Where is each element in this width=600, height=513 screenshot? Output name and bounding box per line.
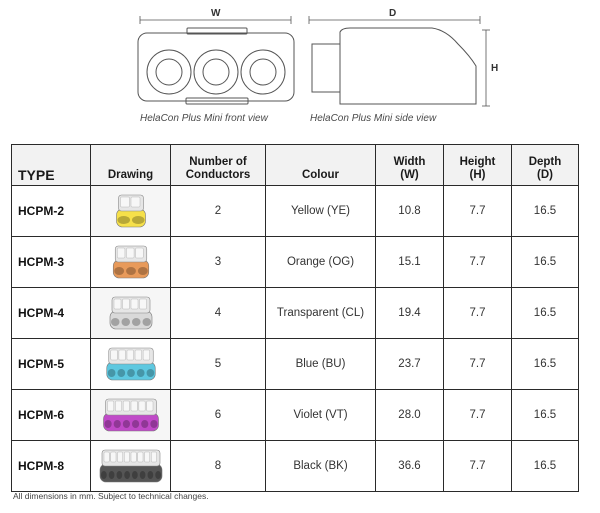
footnote: All dimensions in mm. Subject to technical changes. [13, 491, 209, 501]
conductors-cell: 5 [171, 339, 266, 390]
specification-table [11, 144, 579, 492]
drawing-cell [91, 186, 171, 237]
colour-cell: Orange (OG) [266, 237, 376, 288]
header-height [444, 145, 512, 186]
diagram-drawings [0, 0, 600, 132]
header-conductors [171, 145, 266, 186]
depth-cell: 16.5 [512, 441, 579, 492]
table-row [12, 390, 579, 441]
connector-rib [131, 299, 138, 309]
depth-cell: 16.5 [512, 339, 579, 390]
connector-rib [117, 452, 122, 462]
connector-port [122, 420, 129, 428]
connector-rib [124, 452, 129, 462]
colour-cell: Yellow (YE) [266, 186, 376, 237]
connector-rib [126, 248, 134, 258]
header-conductors-line2: Conductors [185, 169, 251, 181]
header-height-line1: Height [459, 156, 496, 168]
drawing-cell [91, 237, 171, 288]
conductors-cell: 8 [171, 441, 266, 492]
header-depth-line1: Depth [528, 156, 562, 168]
depth-cell: 16.5 [512, 288, 579, 339]
connector-rib [117, 248, 125, 258]
front-view-caption: HelaCon Plus Mini front view [140, 113, 268, 124]
side-view-drawing [312, 28, 476, 104]
drawing-cell [91, 288, 171, 339]
connector-port [111, 318, 120, 326]
height-cell: 7.7 [444, 186, 512, 237]
connector-port [137, 267, 147, 275]
colour-cell: Blue (BU) [266, 339, 376, 390]
connector-port [116, 471, 122, 479]
height-cell: 7.7 [444, 390, 512, 441]
conductors-cell: 4 [171, 288, 266, 339]
type-cell: HCPM-8 [12, 441, 91, 492]
type-cell: HCPM-4 [12, 288, 91, 339]
connector-port [155, 471, 161, 479]
colour-cell: Violet (VT) [266, 390, 376, 441]
type-cell: HCPM-3 [12, 237, 91, 288]
header-depth [512, 145, 579, 186]
connector-rib [120, 197, 129, 207]
connector-port [117, 216, 130, 224]
connector-port [127, 369, 135, 377]
height-cell: 7.7 [444, 288, 512, 339]
height-dimension-line [482, 30, 490, 106]
header-width [376, 145, 444, 186]
connector-rib [107, 401, 113, 411]
type-cell: HCPM-6 [12, 390, 91, 441]
table-row [12, 237, 579, 288]
type-cell: HCPM-5 [12, 339, 91, 390]
connector-port [132, 216, 145, 224]
connector-rib [114, 299, 121, 309]
header-conductors-line1: Number of [189, 156, 247, 168]
connector-rib [138, 401, 144, 411]
connector-port [107, 369, 115, 377]
width-cell: 15.1 [376, 237, 444, 288]
table-row [12, 441, 579, 492]
table-header-row [12, 145, 579, 186]
connector-port [101, 471, 107, 479]
connector-port [141, 420, 148, 428]
table-row [12, 186, 579, 237]
connector-image [98, 444, 164, 488]
depth-label: D [389, 8, 397, 19]
width-label: W [211, 8, 221, 19]
connector-port [150, 420, 157, 428]
height-label: H [491, 63, 499, 74]
connector-rib [131, 197, 140, 207]
connector-port [126, 267, 136, 275]
connector-image [98, 189, 164, 233]
width-cell: 23.7 [376, 339, 444, 390]
conductors-cell: 6 [171, 390, 266, 441]
width-cell: 10.8 [376, 186, 444, 237]
header-depth-line2: (D) [537, 169, 553, 181]
depth-cell: 16.5 [512, 390, 579, 441]
connector-rib [123, 401, 129, 411]
connector-port [132, 420, 139, 428]
drawing-cell [91, 339, 171, 390]
connector-rib [151, 452, 156, 462]
conductors-cell: 2 [171, 186, 266, 237]
connector-rib [115, 401, 121, 411]
height-cell: 7.7 [444, 237, 512, 288]
header-colour: Colour [266, 145, 376, 186]
header-drawing: Drawing [91, 145, 171, 186]
connector-rib [137, 452, 142, 462]
connector-rib [135, 350, 142, 360]
connector-port [132, 471, 138, 479]
connector-rib [144, 452, 149, 462]
conductors-cell: 3 [171, 237, 266, 288]
connector-port [132, 318, 141, 326]
table-row [12, 288, 579, 339]
colour-cell: Transparent (CL) [266, 288, 376, 339]
header-width-line1: Width [393, 156, 426, 168]
connector-rib [126, 350, 133, 360]
connector-rib [110, 452, 115, 462]
diagram-area [0, 0, 600, 132]
connector-rib [131, 401, 137, 411]
connector-port [104, 420, 111, 428]
header-height-line2: (H) [469, 169, 486, 181]
connector-rib [118, 350, 125, 360]
connector-rib [139, 299, 146, 309]
width-cell: 19.4 [376, 288, 444, 339]
width-cell: 36.6 [376, 441, 444, 492]
connector-port [142, 318, 151, 326]
type-cell: HCPM-2 [12, 186, 91, 237]
connector-port [147, 471, 153, 479]
connector-port [114, 267, 124, 275]
height-cell: 7.7 [444, 441, 512, 492]
connector-rib [143, 350, 150, 360]
height-cell: 7.7 [444, 339, 512, 390]
front-view-drawing [138, 28, 294, 104]
header-width-line2: (W) [400, 169, 419, 181]
connector-rib [110, 350, 117, 360]
connector-rib [122, 299, 129, 309]
connector-image [98, 291, 164, 335]
connector-port [124, 471, 130, 479]
connector-port [146, 369, 154, 377]
connector-rib [135, 248, 143, 258]
connector-rib [131, 452, 136, 462]
connector-port [117, 369, 125, 377]
side-view-caption: HelaCon Plus Mini side view [310, 113, 437, 124]
connector-port [108, 471, 114, 479]
table-row [12, 339, 579, 390]
connector-image [98, 240, 164, 284]
depth-cell: 16.5 [512, 186, 579, 237]
depth-cell: 16.5 [512, 237, 579, 288]
width-cell: 28.0 [376, 390, 444, 441]
connector-rib [146, 401, 152, 411]
colour-cell: Black (BK) [266, 441, 376, 492]
connector-rib [104, 452, 109, 462]
connector-image [98, 393, 164, 437]
header-type: TYPE [12, 145, 91, 186]
connector-port [139, 471, 145, 479]
connector-image [98, 342, 164, 386]
drawing-cell [91, 441, 171, 492]
connector-port [121, 318, 130, 326]
drawing-cell [91, 390, 171, 441]
connector-port [136, 369, 144, 377]
connector-base [103, 413, 158, 431]
connector-port [113, 420, 120, 428]
